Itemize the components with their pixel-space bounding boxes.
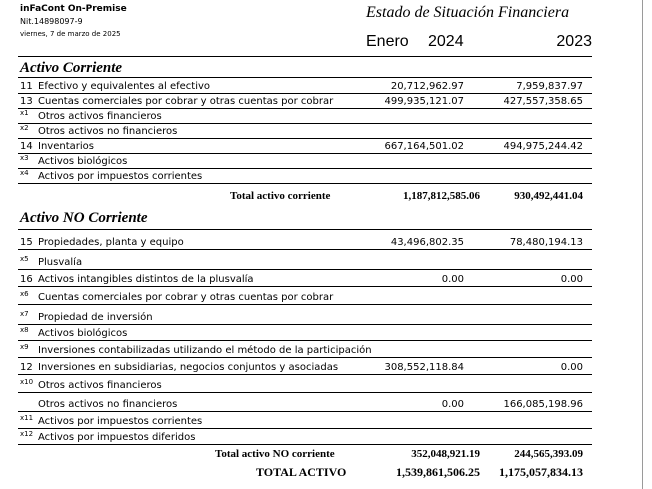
total-assets-label: TOTAL ACTIVO bbox=[256, 465, 347, 479]
account-label: Activos biológicos bbox=[38, 156, 128, 167]
account-value-2024: 43,496,802.35 bbox=[390, 237, 464, 248]
account-label: Propiedades, planta y equipo bbox=[38, 237, 184, 248]
report-title: Estado de Situación Financiera bbox=[366, 4, 570, 21]
account-row bbox=[18, 108, 592, 124]
account-row bbox=[18, 289, 592, 305]
account-code: x11 bbox=[20, 414, 34, 422]
account-code: x7 bbox=[20, 310, 29, 318]
account-value-2024: 0.00 bbox=[441, 274, 464, 285]
section-title-noncurrent: Activo NO Corriente bbox=[20, 210, 148, 226]
account-row bbox=[18, 93, 592, 109]
account-label: Activos por impuestos diferidos bbox=[38, 432, 196, 443]
account-code: x4 bbox=[20, 169, 29, 177]
account-label: Activos intangibles distintos de la plusvalía bbox=[38, 274, 254, 285]
account-label: Efectivo y equivalentes al efectivo bbox=[38, 81, 211, 92]
account-code: x5 bbox=[20, 255, 29, 263]
account-row bbox=[18, 413, 592, 429]
account-value-2024: 667,164,501.02 bbox=[384, 141, 464, 152]
account-row bbox=[18, 78, 592, 94]
year-current: 2024 bbox=[428, 33, 464, 50]
account-label: Cuentas comerciales por cobrar y otras cuentas por cobrar bbox=[38, 96, 334, 107]
year-previous: 2023 bbox=[556, 33, 592, 50]
period-label: Enero bbox=[366, 33, 409, 50]
page-edge-line bbox=[642, 0, 643, 489]
account-row bbox=[18, 254, 592, 270]
account-row bbox=[18, 138, 592, 154]
account-label: Plusvalía bbox=[38, 257, 83, 268]
account-value-2023: 0.00 bbox=[560, 274, 583, 285]
account-code: 12 bbox=[20, 362, 33, 373]
account-label: Inversiones en subsidiarias, negocios conjuntos y asociadas bbox=[38, 362, 339, 373]
account-row bbox=[18, 271, 592, 287]
account-row bbox=[18, 234, 592, 250]
account-label: Activos por impuestos corrientes bbox=[38, 171, 203, 182]
total-current-row bbox=[18, 188, 592, 203]
total-noncurrent-row bbox=[18, 446, 592, 461]
account-value-2023: 7,959,837.97 bbox=[516, 81, 583, 92]
total-noncurrent-value-2024: 352,048,921.19 bbox=[411, 448, 480, 460]
account-label: Otros activos financieros bbox=[38, 380, 162, 391]
header-rule bbox=[18, 56, 592, 57]
account-value-2024: 499,935,121.07 bbox=[384, 96, 464, 107]
account-code: 16 bbox=[20, 274, 33, 285]
account-code: x12 bbox=[20, 430, 34, 438]
account-label: Propiedad de inversión bbox=[38, 312, 153, 323]
account-code: x9 bbox=[20, 343, 29, 351]
account-row bbox=[18, 359, 592, 375]
total-assets-value-2024: 1,539,861,506.25 bbox=[396, 465, 480, 479]
account-label: Otros activos no financieros bbox=[38, 126, 178, 137]
account-label: Inventarios bbox=[38, 141, 94, 152]
company-nit: Nit.14898097-9 bbox=[20, 17, 83, 26]
account-code: 14 bbox=[20, 141, 33, 152]
account-value-2024: 20,712,962.97 bbox=[390, 81, 464, 92]
account-row bbox=[18, 123, 592, 139]
total-noncurrent-label: Total activo NO corriente bbox=[215, 448, 335, 460]
account-value-2023: 494,975,244.42 bbox=[503, 141, 583, 152]
total-current-label: Total activo corriente bbox=[230, 190, 331, 202]
total-assets-row bbox=[18, 466, 592, 481]
company-name: inFaCont On-Premise bbox=[20, 4, 127, 14]
account-value-2024: 308,552,118.84 bbox=[384, 362, 464, 373]
account-code: x6 bbox=[20, 290, 29, 298]
account-label: Inversiones contabilizadas utilizando el método de la participación bbox=[38, 345, 372, 356]
account-value-2023: 427,557,358.65 bbox=[503, 96, 583, 107]
section-rule-noncurrent bbox=[18, 229, 592, 230]
account-label: Activos por impuestos corrientes bbox=[38, 416, 203, 427]
account-row bbox=[18, 377, 592, 393]
account-label: Otros activos financieros bbox=[38, 111, 162, 122]
account-row bbox=[18, 168, 592, 184]
total-noncurrent-value-2023: 244,565,393.09 bbox=[514, 448, 583, 460]
total-assets-value-2023: 1,175,057,834.13 bbox=[499, 465, 583, 479]
section-title-current: Activo Corriente bbox=[20, 60, 123, 76]
account-value-2023: 166,085,198.96 bbox=[503, 399, 583, 410]
account-value-2023: 78,480,194.13 bbox=[509, 237, 583, 248]
account-code: 15 bbox=[20, 237, 33, 248]
total-current-value-2023: 930,492,441.04 bbox=[514, 190, 583, 202]
report-date: viernes, 7 de marzo de 2025 bbox=[20, 30, 121, 38]
account-label: Activos biológicos bbox=[38, 328, 128, 339]
total-current-value-2024: 1,187,812,585.06 bbox=[403, 190, 480, 202]
account-row bbox=[18, 396, 592, 412]
account-code: x3 bbox=[20, 154, 29, 162]
account-value-2023: 0.00 bbox=[560, 362, 583, 373]
account-row bbox=[18, 153, 592, 169]
account-code: x10 bbox=[20, 378, 34, 386]
account-row bbox=[18, 429, 592, 445]
account-row bbox=[18, 342, 592, 358]
account-code: 11 bbox=[20, 81, 33, 92]
account-label: Otros activos no financieros bbox=[38, 399, 178, 410]
account-row bbox=[18, 325, 592, 341]
account-label: Cuentas comerciales por cobrar y otras cuentas por cobrar bbox=[38, 292, 334, 303]
account-code: x8 bbox=[20, 326, 29, 334]
account-value-2024: 0.00 bbox=[441, 399, 464, 410]
account-code: x1 bbox=[20, 109, 29, 117]
account-code: x2 bbox=[20, 124, 29, 132]
account-code: 13 bbox=[20, 96, 33, 107]
account-row bbox=[18, 309, 592, 325]
